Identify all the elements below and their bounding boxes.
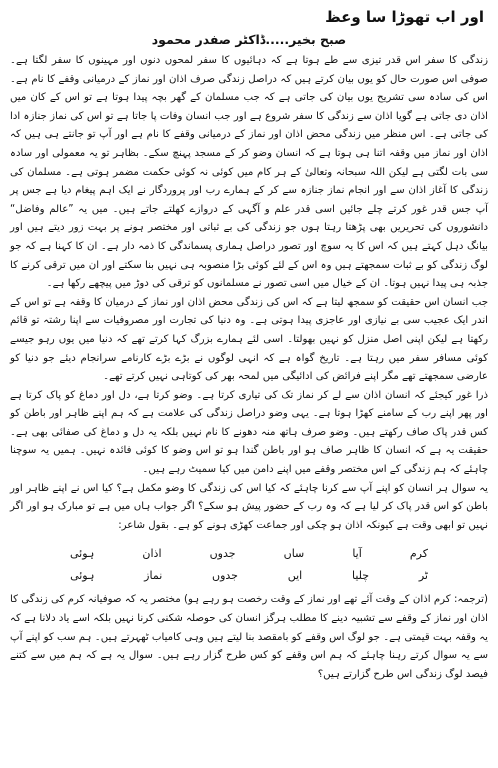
poem-word: جدوں: [209, 547, 236, 561]
poem-word: ہوئی: [70, 569, 95, 583]
poem-word: آیا: [352, 547, 362, 561]
column-byline: صبح بخیر.....ڈاکٹر صفدر محمود: [151, 32, 347, 47]
column-title: اور اب تھوڑا سا وعظ: [325, 8, 484, 26]
paragraph: جب انسان اس حقیقت کو سمجھ لیتا ہے کہ اس کی زندگی محض اذان اور نماز کے درمیان کا وقفہ ہے تو اس کے اندر ایک عجیب سی بے نیازی اور عاجزی پیدا ہوتی ہے۔ وہ دنیا کی تجارت اور مصروفیات سے اپنا رشتہ تو قائم رکھتا ہے لیکن اپنی اصل منزل کو نہیں بھولتا۔ اسی لئے ہمارے بزرگ کہا کرتے تھے کہ دنیا میں یوں رہو جیسے کوئی مسافر سفر میں رہتا ہے۔ تاریخ گواہ ہے کہ انہی لوگوں نے بڑے بڑے کارنامے سرانجام دیئے جو دنیا کو عارضی سمجھتے تھے مگر اپنے فرائض کی ادائیگی میں لمحہ بھر کی کوتاہی نہیں کرتے تھے۔: [10, 296, 488, 383]
poem-word: ایں: [287, 569, 303, 583]
poem-word: ساں: [283, 547, 305, 561]
poem-word: اذان: [142, 547, 162, 561]
poem-word: نماز: [144, 569, 163, 583]
paragraph: یہ سوال ہر انسان کو اپنے آپ سے کرنا چاہئے کہ کیا اس کی زندگی کا وضو مکمل ہے؟ کیا اس نے اپنے ظاہر اور باطن کو اس قدر پاک کر لیا ہے کہ وہ رب کے حضور پیش ہو سکے؟ اگر جواب ہاں میں ہے تو مبارک ہو اور اگر نہیں تو ابھی وقت ہے کیونکہ اذان ہو چکی اور جماعت کھڑی ہونے کو ہے۔ بقول شاعر:: [10, 482, 488, 531]
paragraph: ذرا غور کیجئے کہ انسان اذان سے لے کر نماز تک کی تیاری کرتا ہے۔ وضو کرتا ہے، دل اور دماغ کو پاک کرتا ہے اور پھر اپنے رب کے سامنے کھڑا ہوتا ہے۔ یہی وضو دراصل زندگی کی علامت ہے کہ ہم اپنے ظاہر اور باطن کو کس قدر پاک صاف رکھتے ہیں۔ وضو صرف ہاتھ منہ دھونے کا نام نہیں بلکہ یہ دل و دماغ کی صفائی بھی ہے۔ حقیقت یہ ہے کہ انسان کا ظاہر صاف ہو اور باطن گندا ہو تو اس وضو کا کوئی فائدہ نہیں۔ ہمیں یہ سوچنا چاہئے کہ ہم زندگی کے اس مختصر وقفے میں اپنے دامن میں کیا سمیٹ رہے ہیں۔: [10, 389, 488, 476]
poem-word: چلیا: [351, 569, 370, 583]
paragraph: زندگی کا سفر اس قدر تیزی سے طے ہوتا ہے کہ دہائیوں کا سفر لمحوں دنوں اور مہینوں کا سفر لگتا ہے۔ صوفی اس صورت حال کو یوں بیان کرتے ہیں کہ دراصل زندگی صرف اذان اور نماز کے درمیانی وقفے کا نام ہے۔ اس کی سادہ سی تشریح یوں بیان کی جاتی ہے کہ جب مسلمان کے گھر بچہ پیدا ہوتا ہے تو اس کے کان میں اذان دی جاتی ہے گویا اذان سے زندگی کا سفر شروع ہے اور جب انسان وفات پا جاتا ہے تو اس کی نماز جنازہ ادا کی جاتی ہے۔ اس منظر میں زندگی محض اذان اور نماز کے درمیانی وقفے کا نام ہے اور آپ تو جانتے ہی ہیں کہ اذان اور نماز میں وقفہ اتنا ہی ہوتا ہے کہ انسان وضو کر کے مسجد پہنچ سکے۔ بظاہر تو یہ معمولی اور سادہ سی بات لگتی ہے لیکن اللہ سبحانہ وتعالیٰ کے ہر کام میں کوئی نہ کوئی حکمت مضمر ہوتی ہے۔ مسلمان کی زندگی کا آغاز اذان سے اور انجام نماز جنازہ سے کر کے ہمارے رب اور پروردگار نے ایک اہم پیغام دیا ہے جس پر آپ جس قدر غور کرتے چلے جائیں اسی قدر علم و آگہی کے دروازے کھلتے جاتے ہیں۔ میں یہ ”عالم وفاضل“ دانشوروں کی تحریریں بھی پڑھتا رہتا ہوں جو زندگی کی بے ثباتی اور مختصر ہونے پر بہت زور دیتے ہیں اور بیانگ دہل کہتے ہیں کہ اس کا یہ سوچ اور تصور دراصل ہماری پسماندگی کا ذمہ دار ہے۔ ان کا کہنا ہے کہ جو لوگ زندگی کو بے ثبات سمجھتے ہیں وہ اس کے لئے کوئی بڑا منصوبہ ہی نہیں بنا سکتے اور ان میں ترقی کرنے کا جذبہ ہی پیدا نہیں ہوتا۔ ان کے خیال میں اسی تصور نے مسلمانوں کو ترقی کی دوڑ میں پیچھے رکھا ہے۔: [10, 55, 488, 290]
poem-line-2: [70, 565, 428, 587]
translation-block: [10, 591, 488, 684]
poem-word: ٹر: [418, 569, 428, 583]
column-body: [10, 52, 488, 535]
poem-word: جدوں: [212, 569, 238, 583]
poem-line-1: [70, 543, 428, 565]
poem-word: ہوئی: [70, 547, 95, 561]
poem-word: کرم: [409, 547, 428, 561]
poem-verse: [70, 543, 428, 587]
translation-paragraph: (ترجمہ: کرم اذان کے وقت آئے تھے اور نماز کے وقت رخصت ہو رہے ہو) مختصر یہ کہ صوفیانہ کرم کی زندگی کا اذان اور نماز کے وقفے سے تشبیہ دینے کا مطلب ہرگز انسان کی حوصلہ شکنی کرنا نہیں بلکہ اسے یاد دلانا ہے کہ یہ وقفہ بہت قیمتی ہے۔ جو لوگ اس وقفے کو بامقصد بنا لیتے ہیں وہی کامیاب ٹھہرتے ہیں۔ ہم سب کو اپنے آپ سے یہ سوال کرتے رہنا چاہئے کہ ہم اس وقفے کو کس طرح گزار رہے ہیں۔ سوال یہ ہے کہ ہم میں سے کتنے فیصد لوگ زندگی اس طرح گزارتے ہیں؟: [10, 594, 488, 680]
